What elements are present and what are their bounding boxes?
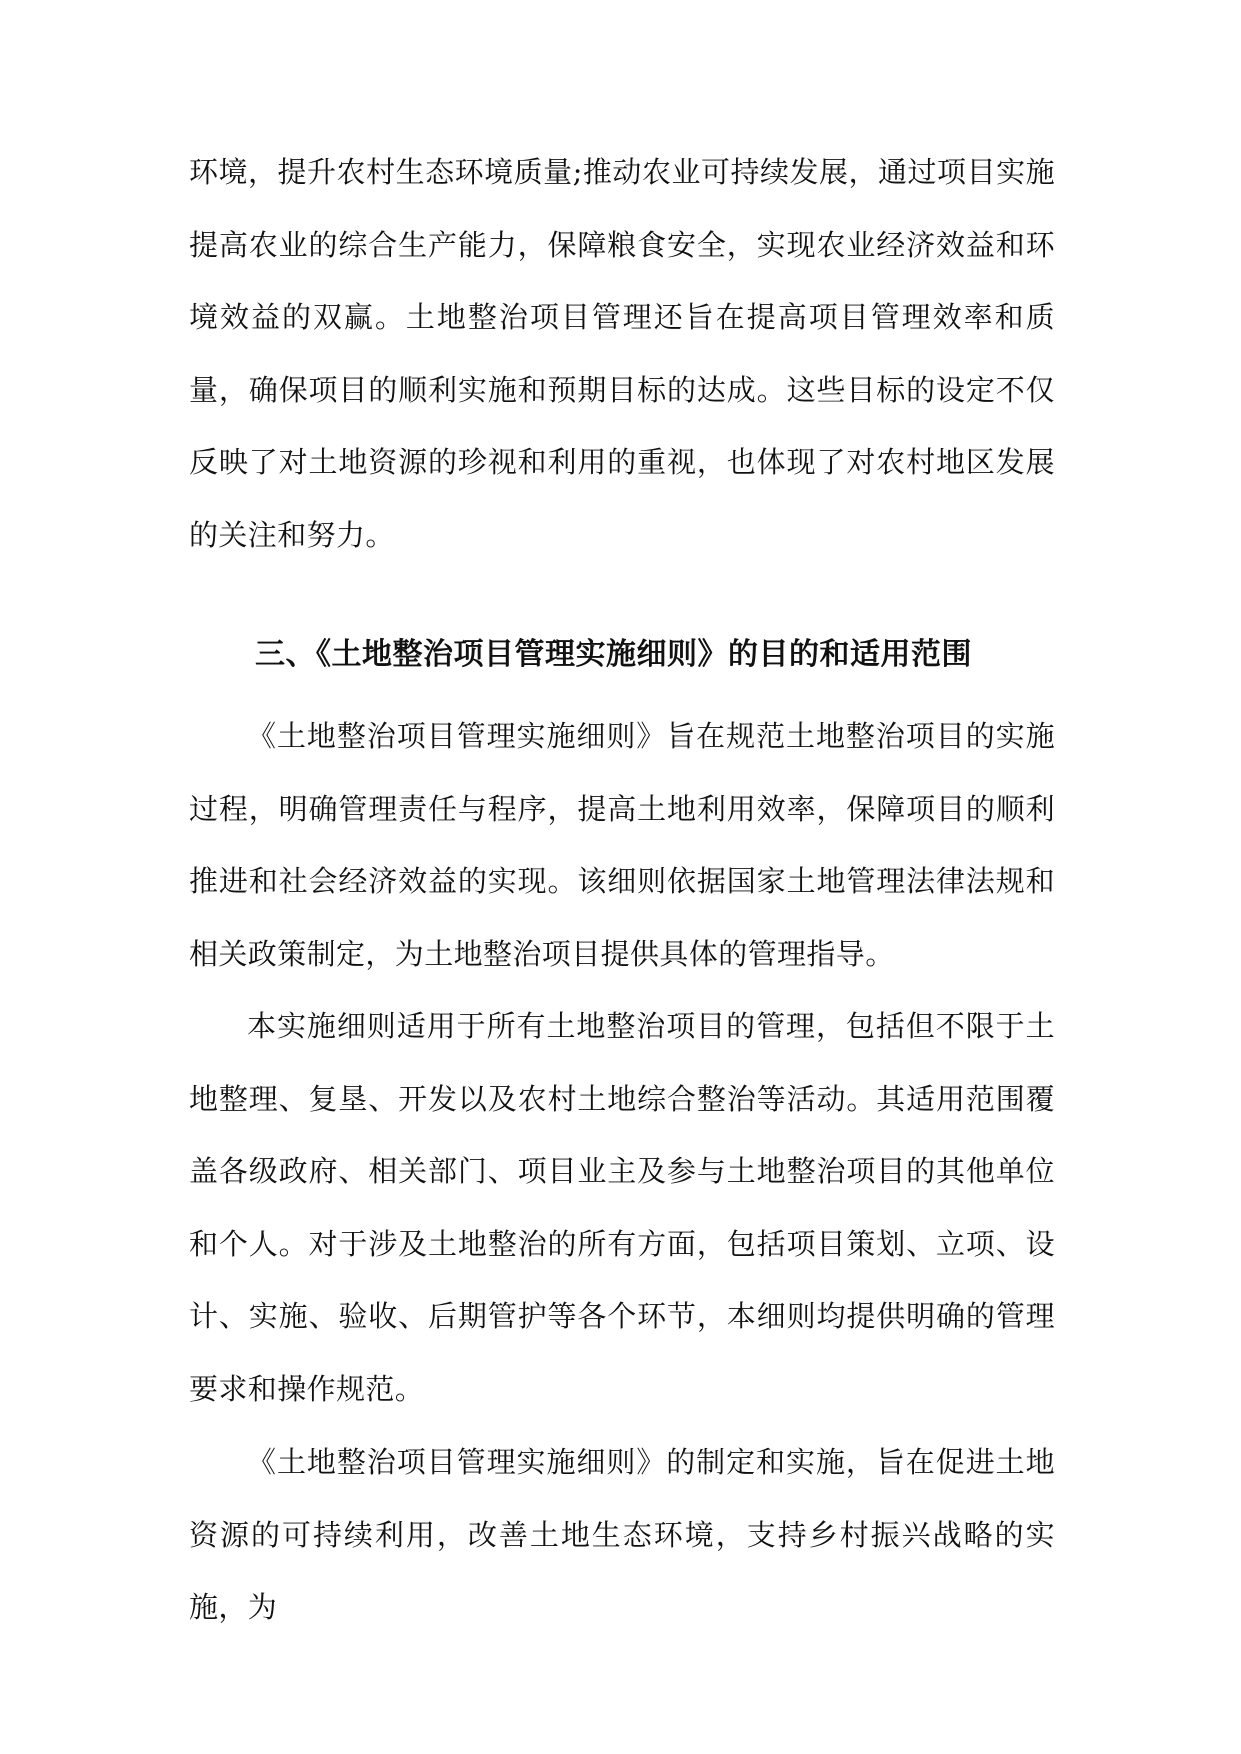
paragraph-implementation: 《土地整治项目管理实施细则》的制定和实施，旨在促进土地资源的可持续利用，改善土地生态环境，支持乡村振兴战略的实施，为 — [189, 1445, 1055, 1624]
paragraph-scope: 本实施细则适用于所有土地整治项目的管理，包括但不限于土地整理、复垦、开发以及农村土地综合整治等活动。其适用范围覆盖各级政府、相关部门、项目业主及参与土地整治项目的其他单位和个人。对于涉及土地整治的所有方面，包括项目策划、立项、设计、实施、验收、后期管护等各个环节，本细则均提供明确的管理要求和操作规范。 — [189, 1009, 1055, 1406]
section-heading: 三、《土地整治项目管理实施细则》的目的和适用范围 — [255, 637, 972, 672]
paragraph-continuation: 环境，提升农村生态环境质量;推动农业可持续发展，通过项目实施提高农业的综合生产能力，保障粮食安全，实现农业经济效益和环境效益的双赢。土地整治项目管理还旨在提高项目管理效率和质量，确保项目的顺利实施和预期目标的达成。这些目标的设定不仅反映了对土地资源的珍视和利用的重视，也体现了对农村地区发展的关注和努力。 — [189, 155, 1055, 552]
paragraph-purpose: 《土地整治项目管理实施细则》旨在规范土地整治项目的实施过程，明确管理责任与程序，提高土地利用效率，保障项目的顺利推进和社会经济效益的实现。该细则依据国家土地管理法律法规和相关政策制定，为土地整治项目提供具体的管理指导。 — [189, 719, 1055, 971]
